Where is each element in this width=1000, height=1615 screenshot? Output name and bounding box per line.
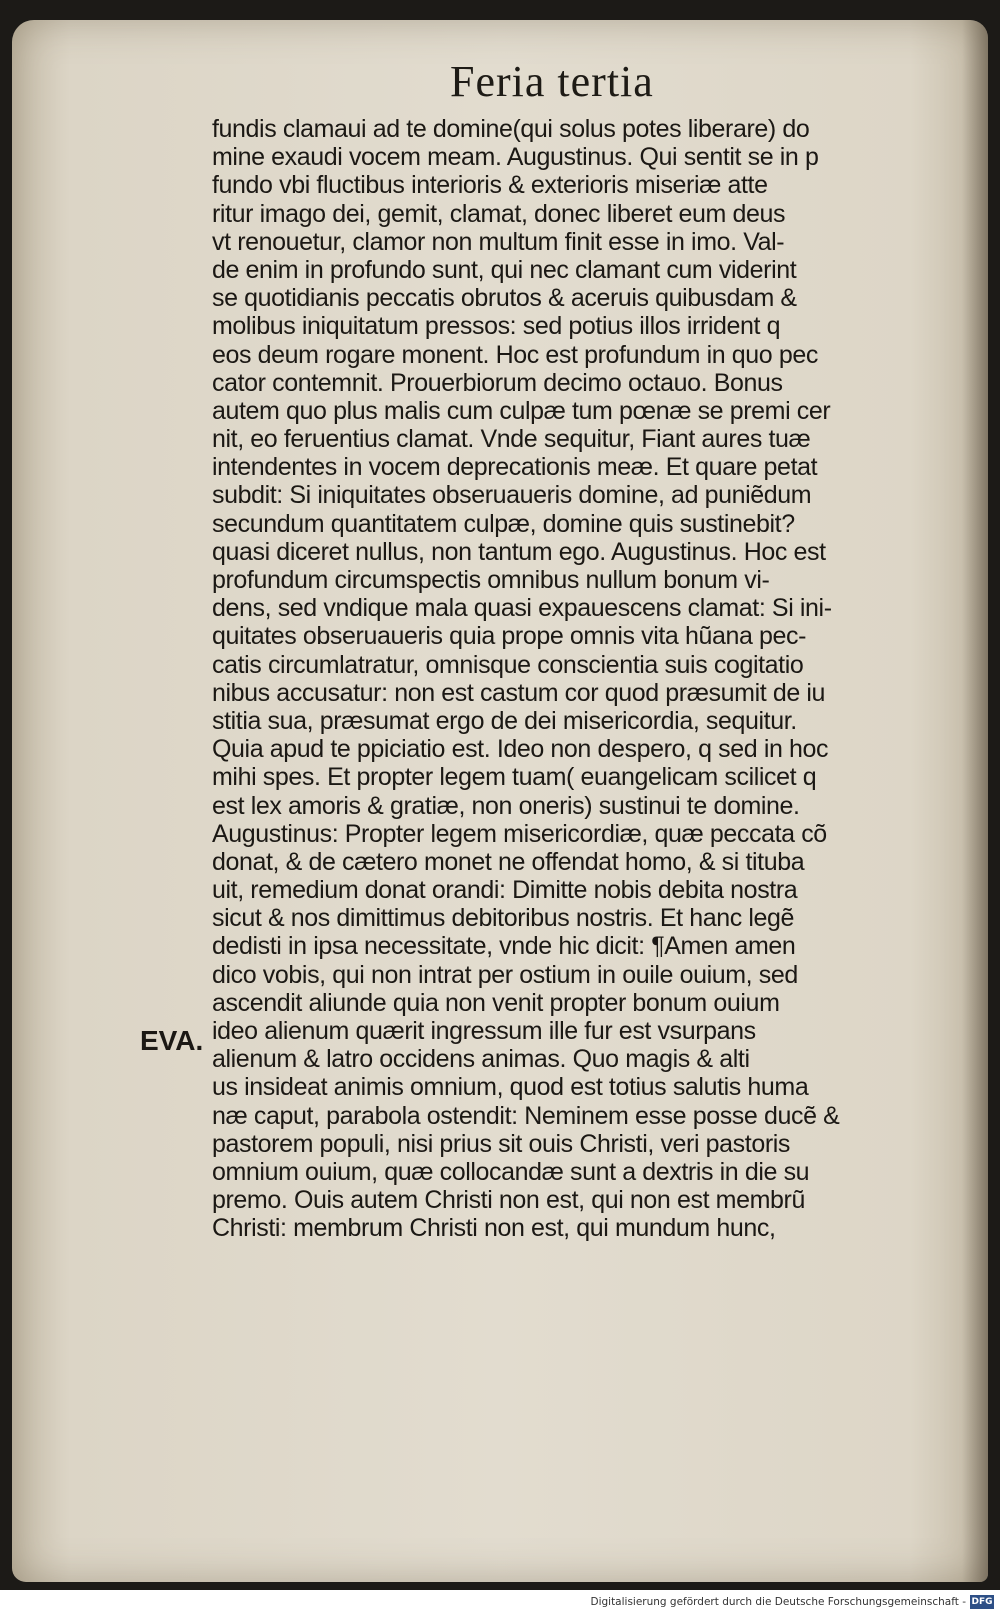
text-line: Christi: membrum Christi non est, qui mundum hunc,: [212, 1214, 776, 1243]
text-line: subdit: Si iniquitates obseruaueris domine, ad puniẽdum: [212, 481, 812, 510]
text-line: cator contemnit. Prouerbiorum decimo octauo. Bonus: [212, 368, 783, 397]
running-head: Feria tertia: [450, 57, 654, 106]
text-line: de enim in profundo sunt, qui nec clamant cum viderint: [212, 255, 797, 284]
text-line: eos deum rogare monent. Hoc est profundum in quo pec: [212, 340, 818, 369]
text-line: se quotidianis peccatis obrutos & aceruis quibusdam &: [212, 284, 797, 313]
text-line: profundum circumspectis omnibus nullum bonum vi-: [212, 566, 770, 594]
text-line: quasi diceret nullus, non tantum ego. Augustinus. Hoc est: [212, 537, 826, 566]
text-block: [212, 115, 932, 1243]
text-line: fundo vbi fluctibus interioris & exterioris miseriæ atte: [212, 171, 768, 200]
text-line: autem quo plus malis cum culpæ tum pœnæ se premi cer: [212, 396, 831, 425]
text-line: sicut & nos dimittimus debitoribus nostris. Et hanc legẽ: [212, 904, 795, 933]
text-line: dedisti in ipsa necessitate, vnde hic dicit: ¶Amen amen: [212, 932, 796, 961]
text-line: vt renouetur, clamor non multum finit esse in imo. Val-: [212, 227, 785, 256]
footer-bar: [0, 1590, 1000, 1615]
text-line: molibus iniquitatum pressos: sed potius illos irrident q: [212, 312, 781, 341]
text-line: premo. Ouis autem Christi non est, qui non est membrũ: [212, 1186, 805, 1215]
text-line: næ caput, parabola ostendit: Neminem esse posse ducẽ &: [212, 1101, 840, 1130]
text-line: mihi spes. Et propter legem tuam( euangelicam scilicet q: [212, 763, 817, 792]
text-line: pastorem populi, nisi prius sit ouis Christi, veri pastoris: [212, 1129, 791, 1158]
text-line: ritur imago dei, gemit, clamat, donec liberet eum deus: [212, 199, 786, 228]
text-line: omnium ouium, quæ collocandæ sunt a dextris in die su: [212, 1157, 810, 1186]
text-line: catis circumlatratur, omnisque conscientia suis cogitatio: [212, 650, 804, 679]
text-line: us insideat animis omnium, quod est totius salutis huma: [212, 1073, 809, 1102]
text-line: fundis clamaui ad te domine(qui solus potes liberare) do: [212, 115, 810, 143]
text-line: dico vobis, qui non intrat per ostium in ouile ouium, sed: [212, 960, 798, 989]
page-edge-shadow: [962, 20, 988, 1582]
text-line: intendentes in vocem deprecationis meæ. Et quare petat: [212, 453, 818, 482]
text-line: Augustinus: Propter legem misericordiæ, quæ peccata cõ: [212, 819, 827, 848]
text-line: ascendit aliunde quia non venit propter bonum ouium: [212, 988, 780, 1017]
text-line: mine exaudi vocem meam. Augustinus. Qui sentit se in p: [212, 143, 819, 172]
text-line: donat, & de cætero monet ne offendat homo, & si tituba: [212, 847, 805, 876]
text-line: uit, remedium donat orandi: Dimitte nobis debita nostra: [212, 876, 798, 905]
text-line: Quia apud te ppiciatio est. Ideo non despero, q sed in hoc: [212, 735, 829, 764]
text-line: dens, sed vndique mala quasi expauescens clamat: Si ini-: [212, 594, 832, 623]
digitization-credit: Digitalisierung gefördert durch die Deutsche Forschungsgemeinschaft -: [590, 1596, 966, 1608]
text-line: est lex amoris & gratiæ, non oneris) sustinui te domine.: [212, 791, 800, 820]
text-line: nibus accusatur: non est castum cor quod præsumit de iu: [212, 678, 826, 707]
margin-note: EVA.: [140, 1025, 204, 1056]
text-line: quitates obseruaueris quia prope omnis vita hũana pec-: [212, 622, 807, 651]
text-line: stitia sua, præsumat ergo de dei misericordia, sequitur.: [212, 706, 797, 735]
text-line: secundum quantitatem culpæ, domine quis sustinebit?: [212, 509, 795, 538]
text-line: ideo alienum quærit ingressum ille fur est vsurpans: [212, 1017, 756, 1045]
text-line: alienum & latro occidens animas. Quo magis & alti: [212, 1045, 750, 1074]
dfg-logo: DFG: [971, 1597, 993, 1607]
text-line: nit, eo feruentius clamat. Vnde sequitur, Fiant aures tuæ: [212, 425, 811, 454]
